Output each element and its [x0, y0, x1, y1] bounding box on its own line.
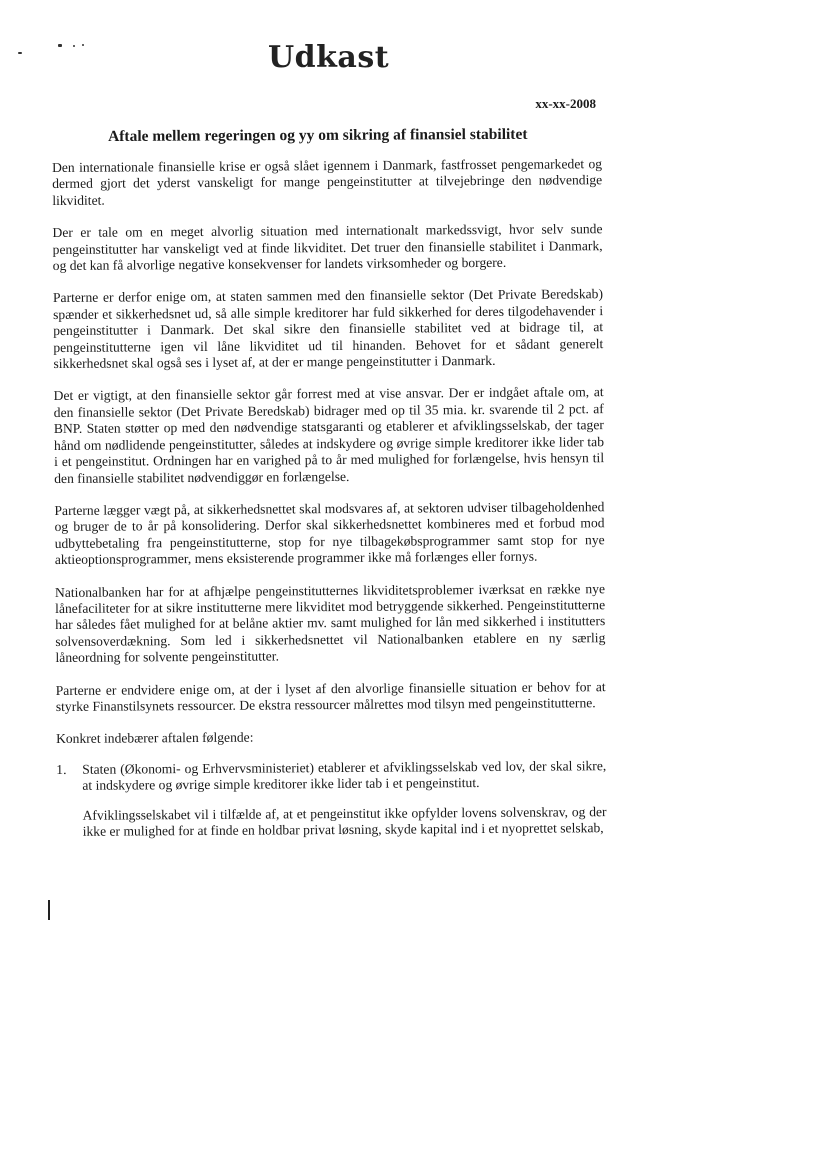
draft-stamp: Udkast	[268, 40, 390, 75]
list-item-content	[82, 758, 607, 853]
paragraph: Parterne er derfor enige om, at staten sammen med den finansielle sektor (Det Private Beredskab) spænder et sikkerhedsnet ud, så alle simple kreditorer har fuld sikkerhed for deres tilgodehavender i pengeinstitutter i Danmark. Det skal sikre den finansielle stabilitet ved at bidrage til, at pengeinstitutterne igen vil låne likviditet ud til hinanden. Behovet for et sådant generelt sikkerhedsnet skal også ses i lyset af, at der er mange pengeinstitutter i Danmark.	[52, 286, 604, 372]
paragraph: Parterne er endvidere enige om, at der i lyset af den alvorlige finansielle situation er behov for at styrke Finanstilsynets ressourcer. De ekstra ressourcer målrettes mod tilsyn med pengeinstitutterne.	[55, 678, 606, 714]
document-title: Aftale mellem regeringen og yy om sikring af finansiel stabilitet	[108, 125, 528, 145]
paragraph: Nationalbanken har for at afhjælpe pengeinstitutternes likviditetsproblemer iværksat en række nye lånefaciliteter for at sikre institutterne mere likviditet mod betryggende sikkerhed. Pengeinstitutterne har således fået mulighed for at belåne aktier mv. samt mulighed for lån med sikkerhed i institutters solvensoverdækning. Som led i sikkerhedsnettet vil Nationalbanken etablere en ny særlig låneordning for solvente pengeinstitutter.	[54, 580, 606, 666]
paragraph: Parterne lægger vægt på, at sikkerhedsnettet skal modsvares af, at sektoren udviser tilbageholdenhed og bruger de to år på konsolidering. Derfor skal sikkerhedsnettet kombineres med et forbud mod udbyttebetaling fra pengeinstitutterne, stop for nye tilbagekøbsprogrammer samt stop for nye aktieoptionsprogrammer, mens eksisterende programmer ikke må forlænges eller fornys.	[54, 499, 605, 568]
scan-speck	[58, 44, 62, 47]
list-item	[56, 758, 607, 853]
paragraph: Den internationale finansielle krise er også slået igennem i Danmark, fastfrosset pengemarkedet og dermed gjort det yderst vanskeligt for mange pengeinstitutter at tilvejebringe den nødvendige likviditet.	[52, 156, 603, 208]
list-item-text: Staten (Økonomi- og Erhvervsministeriet) etablerer et afviklingsselskab ved lov, der skal sikre, at indskydere og øvrige simple kreditorer ikke lider tab i et pengeinstitut.	[82, 757, 607, 793]
list-item-continuation: Afviklingsselskabet vil i tilfælde af, at et pengeinstitut ikke opfylder lovens solvenskrav, og der ikke er mulighed for at finde en holdbar privat løsning, skyde kapital ind i et nyoprettet selskab,	[82, 803, 607, 839]
list-item-number: 1.	[56, 761, 67, 777]
scan-speck	[18, 52, 22, 54]
scan-speck	[73, 45, 75, 47]
document-date: xx-xx-2008	[535, 96, 596, 111]
document-body	[52, 156, 607, 853]
paragraph: Det er vigtigt, at den finansielle sektor går forrest med at vise ansvar. Der er indgået aftale om, at den finansielle sektor (Det Private Beredskab) bidrager med op til 35 mia. kr. svarende til 2 pct. af BNP. Staten støtter op med den nødvendige statsgaranti og etablerer et afviklingsselskab, der tager hånd om nødlidende pengeinstitutter, således at indskydere og øvrige simple kreditorer ikke lider tab i et pengeinstitut. Ordningen har en varighed på to år med mulighed for forlængelse, hvis hensyn til den finansielle stabilitet nødvendiggør en forlængelse.	[53, 384, 605, 486]
scan-specks	[18, 42, 108, 62]
paragraph: Der er tale om en meget alvorlig situation med internationalt markedssvigt, hvor selv sunde pengeinstitutter har vanskeligt ved at finde likviditet. Det truer den finansielle stabilitet i Danmark, og det kan få alvorlige negative konsekvenser for landets virksomheder og borgere.	[52, 221, 603, 274]
scan-margin-mark	[48, 900, 50, 920]
scan-speck	[82, 44, 84, 46]
list-intro: Konkret indebærer aftalen følgende:	[55, 729, 254, 747]
